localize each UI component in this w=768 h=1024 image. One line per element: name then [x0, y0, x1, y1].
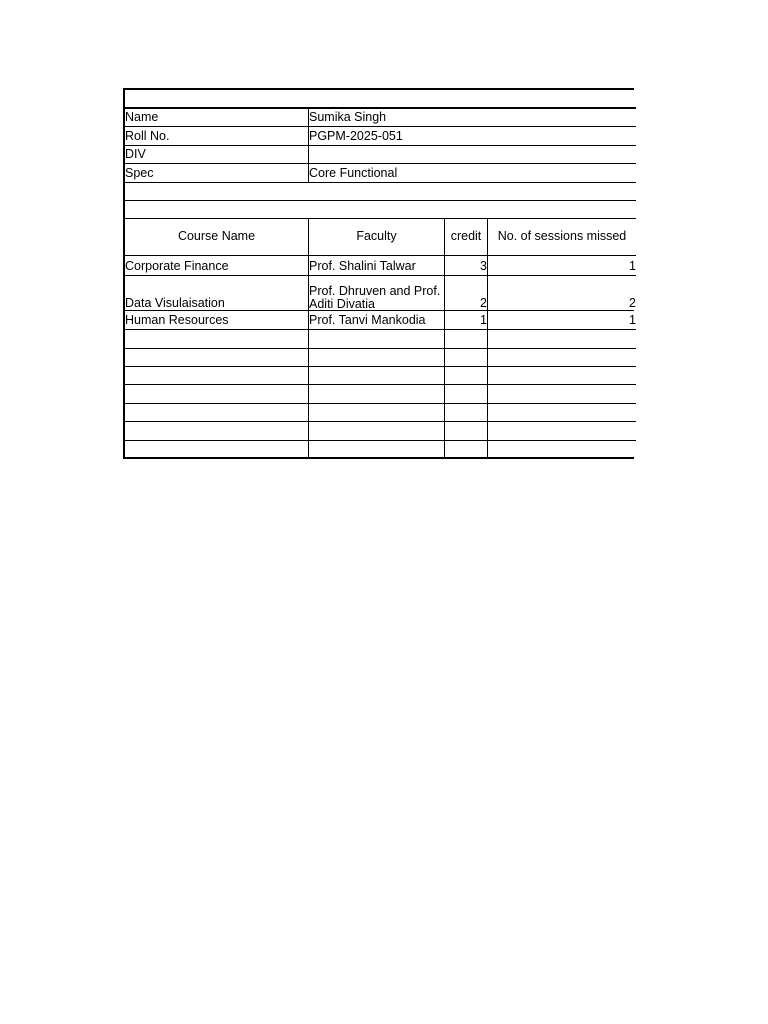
div-value	[308, 146, 636, 163]
empty-cell	[487, 422, 636, 440]
empty-cell	[444, 330, 487, 348]
empty-cell	[308, 349, 444, 366]
table-row	[125, 256, 636, 276]
course-cell: Human Resources	[125, 313, 229, 328]
spec-label: Spec	[125, 166, 154, 181]
name-row	[125, 109, 636, 127]
faculty-cell: Prof. Dhruven and Prof. Aditi Divatia	[308, 276, 444, 312]
empty-table-row	[125, 441, 636, 459]
sessions-missed-cell: 1	[487, 256, 636, 275]
header-sessions-missed: No. of sessions missed	[487, 219, 636, 255]
table-header-row	[125, 219, 636, 256]
table-row	[125, 276, 636, 312]
header-faculty: Faculty	[308, 219, 444, 255]
empty-cell	[308, 441, 444, 459]
empty-cell	[487, 441, 636, 459]
empty-cell	[487, 367, 636, 384]
course-cell: Corporate Finance	[125, 259, 229, 274]
blank-row	[125, 201, 636, 219]
blank-row	[125, 183, 636, 201]
empty-cell	[444, 385, 487, 403]
empty-cell	[444, 441, 487, 459]
empty-cell	[308, 330, 444, 348]
empty-cell	[444, 349, 487, 366]
empty-cell	[308, 404, 444, 421]
roll-label: Roll No.	[125, 129, 170, 144]
blank-header-row	[125, 90, 636, 109]
header-credit: credit	[444, 219, 487, 255]
sessions-missed-cell: 2	[487, 276, 636, 312]
empty-cell	[444, 404, 487, 421]
row-divider	[123, 310, 634, 311]
faculty-cell: Prof. Shalini Talwar	[308, 256, 444, 275]
roll-value: PGPM-2025-051	[308, 127, 636, 145]
empty-cell	[487, 349, 636, 366]
empty-table-row	[125, 330, 636, 349]
spreadsheet-page	[123, 88, 634, 459]
empty-cell	[308, 422, 444, 440]
spec-value: Core Functional	[308, 164, 636, 182]
faculty-cell: Prof. Tanvi Mankodia	[308, 312, 444, 329]
empty-cell	[487, 330, 636, 348]
roll-row	[125, 127, 636, 146]
empty-cell	[444, 367, 487, 384]
empty-cell	[308, 367, 444, 384]
div-row	[125, 146, 636, 164]
empty-table-row	[125, 367, 636, 385]
div-label: DIV	[125, 147, 146, 162]
empty-cell	[487, 385, 636, 403]
empty-cell	[487, 404, 636, 421]
empty-table-row	[125, 422, 636, 441]
header-course-name: Course Name	[177, 229, 256, 244]
credit-cell: 3	[444, 256, 487, 275]
credit-cell: 2	[444, 276, 487, 312]
credit-cell: 1	[444, 312, 487, 329]
empty-cell	[308, 385, 444, 403]
empty-table-row	[125, 404, 636, 422]
empty-table-row	[125, 385, 636, 404]
sessions-missed-cell: 1	[487, 312, 636, 329]
empty-table-row	[125, 349, 636, 367]
course-cell: Data Visulaisation	[125, 296, 225, 311]
empty-cell	[444, 422, 487, 440]
table-row	[125, 312, 636, 330]
name-label: Name	[125, 110, 159, 125]
name-value: Sumika Singh	[308, 109, 636, 126]
spec-row	[125, 164, 636, 183]
